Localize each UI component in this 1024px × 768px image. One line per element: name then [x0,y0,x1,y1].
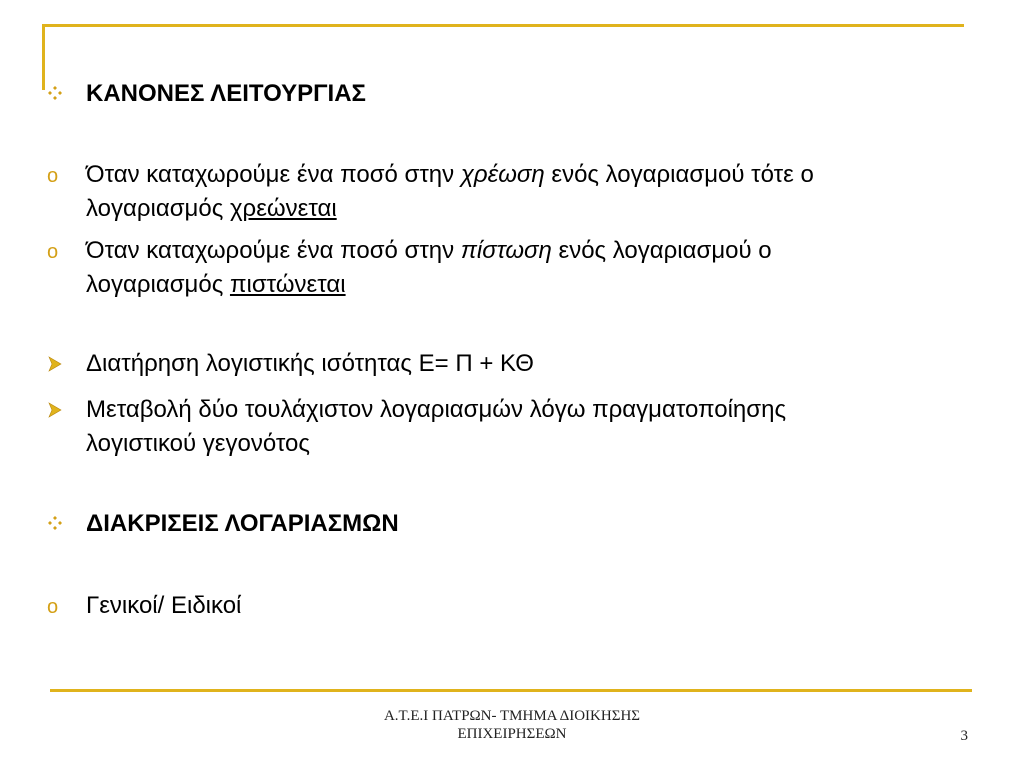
rule-text: ενός λογαριασμού ο [551,237,772,264]
rule-underlined: πιστώνεται [229,271,346,298]
footer [312,707,712,743]
rule-text: λογαριασμός [86,195,230,222]
classification-general-specific [47,589,966,623]
bottom-rule [50,689,972,692]
rule-debit [47,158,966,226]
rule-underlined: χρεώνεται [229,195,337,222]
point-text: Μεταβολή δύο τουλάχιστον λογαριασμών λόγω πραγματοποίησης [86,396,787,423]
page-number: 3 [960,728,968,744]
footer-line: Α.Τ.Ε.Ι ΠΑΤΡΩΝ- ΤΜΗΜΑ ΔΙΟΙΚΗΣΗΣ [383,708,641,724]
rule-text: Γενικοί/ Ειδικοί [86,592,242,619]
arrowhead-icon [48,393,68,427]
heading-text: ΚΑΝΟΝΕΣ ΛΕΙΤΟΥΡΓΙΑΣ [86,80,366,107]
rule-text: λογαριασμός [86,271,230,298]
rule-emphasis: χρέωση [460,161,545,188]
circle-bullet-icon: o [47,165,59,187]
rule-text: ενός λογαριασμού τότε ο [544,161,814,188]
rule-text: Όταν καταχωρούμε ένα ποσό στην [86,237,461,264]
circle-bullet-icon: o [47,241,59,263]
four-diamonds-icon [48,77,68,111]
footer-line: ΕΠΙΧΕΙΡΗΣΕΩΝ [457,726,567,742]
top-rule [42,24,964,27]
rule-text: Όταν καταχωρούμε ένα ποσό στην [86,161,461,188]
point-text: Διατήρηση λογιστικής ισότητας Ε= Π + ΚΘ [86,350,534,377]
point-accounting-equality [86,347,966,381]
four-diamonds-icon [48,507,68,541]
circle-bullet-icon: o [47,596,59,618]
rule-emphasis: πίστωση [460,237,552,264]
left-rule [42,24,45,90]
point-text: λογιστικού γεγονότος [86,430,310,457]
heading-text: ΔΙΑΚΡΙΣΕΙΣ ΛΟΓΑΡΙΑΣΜΩΝ [86,510,399,537]
arrowhead-icon [48,347,68,381]
point-two-accounts [86,393,966,461]
heading-operating-rules [86,77,966,111]
rule-credit [47,234,966,302]
heading-account-classifications [86,507,966,541]
